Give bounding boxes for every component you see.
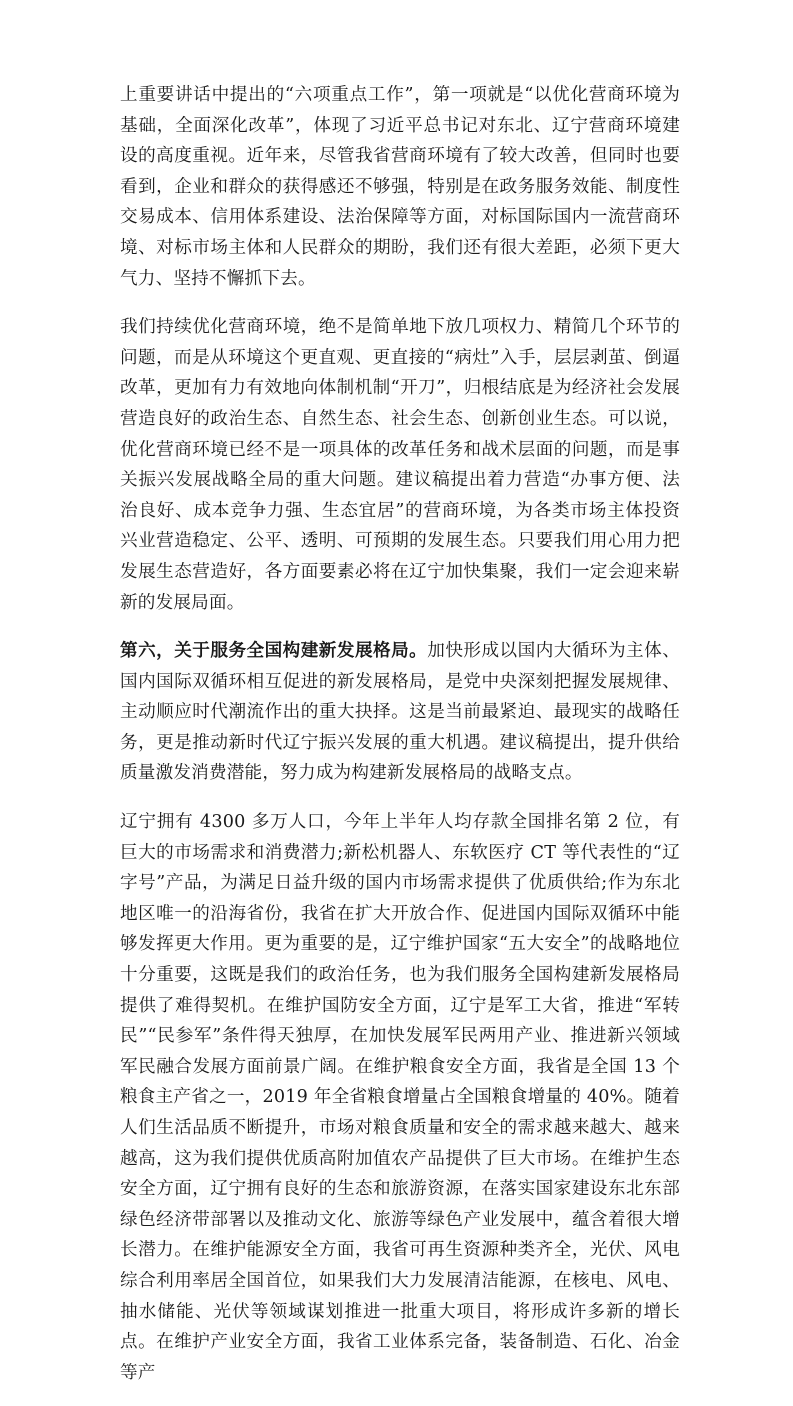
paragraph-3-text: 加快形成以国内大循环为主体、国内国际双循环相互促进的新发展格局，是党中央深刻把握发展规律、主动顺应时代潮流作出的重大抉择。这是当前最紧迫、最现实的战略任务，更是推动新时代辽宁振兴发展的重大机遇。建议稿提出，提升供给质量激发消费潜能，努力成为构建新发展格局的战略支点。 — [120, 641, 680, 784]
paragraph-1 — [120, 80, 680, 294]
document-body — [120, 80, 680, 1406]
paragraph-3 — [120, 636, 680, 789]
paragraph-2 — [120, 312, 680, 618]
paragraph-4 — [120, 807, 680, 1388]
paragraph-2-text: 我们持续优化营商环境，绝不是简单地下放几项权力、精简几个环节的问题，而是从环境这个更直观、更直接的“病灶”入手，层层剥茧、倒逼改革，更加有力有效地向体制机制“开刀”，归根结底是为经济社会发展营造良好的政治生态、自然生态、社会生态、创新创业生态。可以说，优化营商环境已经不是一项具体的改革任务和战术层面的问题，而是事关振兴发展战略全局的重大问题。建议稿提出着力营造“办事方便、法治良好、成本竞争力强、生态宜居”的营商环境，为各类市场主体投资兴业营造稳定、公平、透明、可预期的发展生态。只要我们用心用力把发展生态营造好，各方面要素必将在辽宁加快集聚，我们一定会迎来崭新的发展局面。 — [120, 317, 680, 613]
section-heading: 第六，关于服务全国构建新发展格局。 — [120, 640, 428, 662]
paragraph-4-text: 辽宁拥有 4300 多万人口，今年上半年人均存款全国排名第 2 位，有巨大的市场需求和消费潜力;新松机器人、东软医疗 CT 等代表性的“辽字号”产品，为满足日益升级的国内市场需求提供了优质供给;作为东北地区唯一的沿海省份，我省在扩大开放合作、促进国内国际双循环中能够发挥更大作用。更为重要的是，辽宁维护国家“五大安全”的战略地位十分重要，这既是我们的政治任务，也为我们服务全国构建新发展格局提供了难得契机。在维护国防安全方面，辽宁是军工大省，推进“军转民”“民参军”条件得天独厚，在加快发展军民两用产业、推进新兴领域军民融合发展方面前景广阔。在维护粮食安全方面，我省是全国 13 个粮食主产省之一，2019 年全省粮食增量占全国粮食增量的 40%。随着人们生活品质不断提升，市场对粮食质量和安全的需求越来越大、越来越高，这为我们提供优质高附加值农产品提供了巨大市场。在维护生态安全方面，辽宁拥有良好的生态和旅游资源，在落实国家建设东北东部绿色经济带部署以及推动文化、旅游等绿色产业发展中，蕴含着很大增长潜力。在维护能源安全方面，我省可再生资源种类齐全，光伏、风电综合利用率居全国首位，如果我们大力发展清洁能源，在核电、风电、抽水储能、光伏等领域谋划推进一批重大项目，将形成许多新的增长点。在维护产业安全方面，我省工业体系完备，装备制造、石化、冶金等产 — [120, 812, 680, 1383]
paragraph-1-text: 上重要讲话中提出的“六项重点工作”，第一项就是“以优化营商环境为基础，全面深化改革”，体现了习近平总书记对东北、辽宁营商环境建设的高度重视。近年来，尽管我省营商环境有了较大改善，但同时也要看到，企业和群众的获得感还不够强，特别是在政务服务效能、制度性交易成本、信用体系建设、法治保障等方面，对标国际国内一流营商环境、对标市场主体和人民群众的期盼，我们还有很大差距，必须下更大气力、坚持不懈抓下去。 — [120, 85, 680, 289]
